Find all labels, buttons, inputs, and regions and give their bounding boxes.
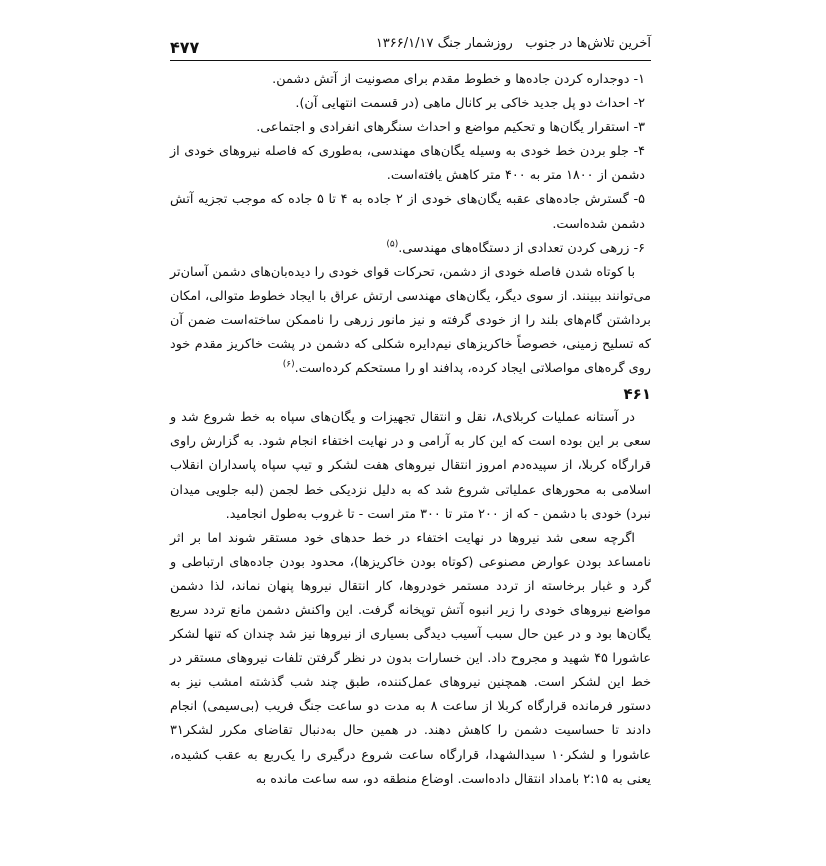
footnote-ref: (۶) <box>282 359 295 370</box>
list-item: ۵- گسترش جاده‌های عقبه یگان‌های خودی از ۲ جاده به ۴ تا ۵ جاده که موجب تجزیه آتش دشمن شده‌است. <box>170 192 646 232</box>
running-header <box>170 36 651 61</box>
page-body <box>170 68 651 792</box>
list-item: ۴- جلو بردن خط خودی به وسیله یگان‌های مهندسی، به‌طوری که فاصله نیروهای خودی از دشمن از ۱۸۰۰ متر به ۴۰۰ متر کاهش یافته‌است. <box>170 144 645 184</box>
paragraph: در آستانه عملیات کربلای۸، نقل و انتقال تجهیزات و یگان‌های سپاه به خط شروع شد و سعی بر این بوده است که این کار به آرامی و در نهایت اختفاء انجام شود. به گزارش راوی قرارگاه کربلا، از سپیده‌دم امروز انتقال نیروهای هفت لشکر و تیپ سپاه پاسداران انقلاب اسلامی به محورهای عملیاتی شروع شد که به دلیل نزدیکی خط لجمن (لبه جلویی میدان نبرد) خودی با دشمن - که از ۲۰۰ متر تا ۳۰۰ متر است - تا غروب به‌طول انجامید. <box>170 410 651 522</box>
footnote-ref: (۵) <box>386 239 399 250</box>
list-item <box>170 237 651 261</box>
list-item: ۳- استقرار یگان‌ها و تحکیم مواضع و احداث سنگرهای انفرادی و اجتماعی. <box>256 120 645 136</box>
list-item: ۱- دوجداره کردن جاده‌ها و خطوط مقدم برای مصونیت از آتش دشمن. <box>272 72 645 87</box>
page-number: ۴۷۷ <box>170 38 200 57</box>
list-item-text: ۶- زرهی کردن تعدادی از دستگاه‌های مهندسی. <box>398 240 645 256</box>
header-date: روزشمار جنگ ۱۳۶۶/۱/۱۷ <box>375 36 513 51</box>
paragraph-text: با کوتاه شدن فاصله خودی از دشمن، تحرکات قوای خودی را دیده‌بان‌های دشمن آسان‌تر می‌توانند ببینند. از سوی دیگر، یگان‌های مهندسی ارتش عراق با ایجاد خطوط متوالی، امکان برداشتن گام‌های بلند را از خودی گرفته و نیز مانور زرهی را ناممکن ساخته‌است ضمن آن که تسلیح زمینی، خصوصاً خاکریزهای نیم‌دایره شکلی که دشمن در پشت خاکریز مقدم خود روی گره‌های مواصلاتی ایجاد کرده، پدافند او را مستحکم کرده‌است. <box>170 264 651 377</box>
list-item: ۲- احداث دو پل جدید خاکی بر کانال ماهی (در قسمت انتهایی آن). <box>295 96 645 112</box>
section-number: ۴۶۱ <box>623 385 651 404</box>
paragraph <box>170 261 651 381</box>
running-title <box>376 36 651 51</box>
paragraph: اگرچه سعی شد نیروها در نهایت اختفاء در خط حدهای خود مستقر شوند اما بر اثر نامساعد بودن عوارض مصنوعی (کوتاه بودن خاکریزها)، محدود بودن جاده‌های ارتباطی و گرد و غبار برخاسته از تردد مستمر خودروها، کار انتقال نیروها پنهان نماند، لذا دشمن مواضع نیروهای خودی را زیر انبوه آتش توپخانه گرفت. این واکنش دشمن مانع تردد سریع یگان‌ها بود و در عین حال سبب آسیب دیدگی بسیاری از نیروها نیز شد چندان که تنها لشکر عاشورا ۴۵ شهید و مجروح داد. این خسارات بدون در نظر گرفتن تلفات نیروهای مستقر در خط این لشکر است. همچنین نیروهای عمل‌کننده، طبق چند شب گذشته امشب نیز به دستور فرمانده قرارگاه کربلا از ساعت ۸ به مدت دو ساعت جنگ فریب (بی‌سیمی) انجام دادند تا حساسیت دشمن را کاهش دهند. در همین حال به‌دنبال تقاضای مکرر لشکر۳۱ عاشورا و لشکر۱۰ سیدالشهدا، قرارگاه ساعت شروع درگیری را یک‌ربع به عقب کشیده، یعنی به ۲:۱۵ بامداد انتقال داده‌است. اوضاع منطقه دو، سه ساعت مانده به <box>170 530 652 787</box>
chapter-title: آخرین تلاش‌ها در جنوب <box>525 36 651 51</box>
